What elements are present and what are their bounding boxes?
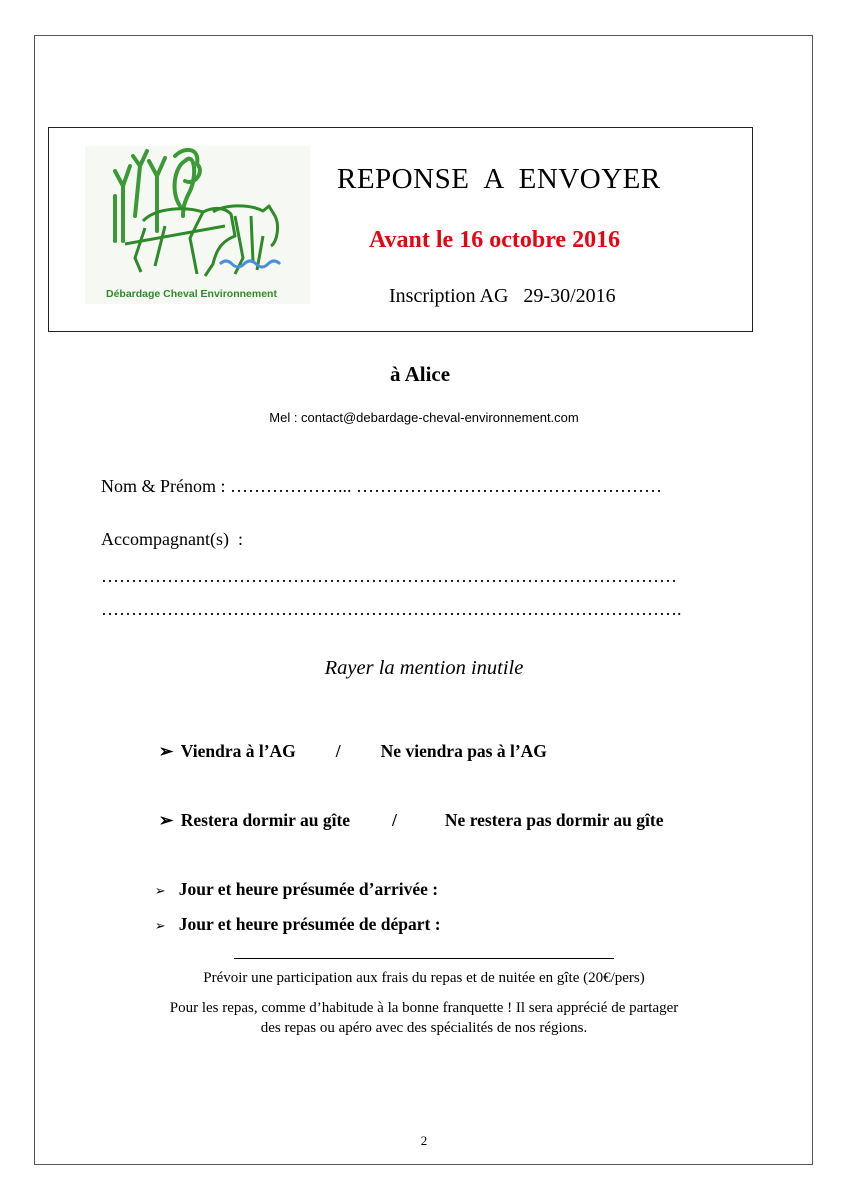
option-row-ag — [150, 720, 547, 762]
inscription-text: Inscription AG 29-30/2016 — [389, 285, 616, 307]
name-field-line: Nom & Prénom : ………………... …………………………………………… — [101, 476, 662, 496]
companions-line-2: ……………………………………………………………………………………. — [101, 599, 682, 619]
horse-logo-icon — [85, 146, 310, 304]
arrow-bullet-icon: ➢ — [158, 810, 174, 830]
option-row-gite — [150, 789, 663, 831]
meals-note-line-2: des repas ou apéro avec des spécialités de nos régions. — [260, 1020, 588, 1036]
separator-line — [234, 958, 614, 959]
option-no: Ne restera pas dormir au gîte — [444, 810, 664, 830]
arrow-bullet-icon: ➢ — [158, 741, 174, 761]
logo-text: Débardage Cheval Environnement — [106, 288, 277, 300]
companions-label: Accompagnant(s) : — [101, 529, 243, 549]
option-separator: / — [392, 810, 397, 830]
instruction-text: Rayer la mention inutile — [324, 657, 524, 679]
companions-line-1: …………………………………………………………………………………… — [101, 566, 677, 586]
page-title: REPONSE A ENVOYER — [337, 163, 661, 195]
option-separator: / — [335, 741, 341, 761]
option-no: Ne viendra pas à l’AG — [380, 741, 547, 761]
option-yes: Restera dormir au gîte — [180, 810, 351, 830]
participation-note: Prévoir une participation aux frais du repas et de nuitée en gîte (20€/pers) — [203, 970, 645, 986]
contact-email: Mel : contact@debardage-cheval-environnement.com — [269, 410, 579, 425]
question-departure: ➢ Jour et heure présumée de départ : — [154, 914, 441, 934]
meals-note-line-1: Pour les repas, comme d’habitude à la bonne franquette ! Il sera apprécié de partager — [169, 1000, 679, 1016]
question-arrival: ➢ Jour et heure présumée d’arrivée : — [154, 879, 439, 899]
option-yes: Viendra à l’AG — [180, 741, 296, 761]
recipient: à Alice — [390, 362, 451, 386]
arrow-bullet-icon: ➢ — [154, 918, 166, 933]
deadline-text: Avant le 16 octobre 2016 — [369, 227, 621, 253]
page-number: 2 — [420, 1133, 428, 1148]
arrow-bullet-icon: ➢ — [154, 883, 166, 898]
